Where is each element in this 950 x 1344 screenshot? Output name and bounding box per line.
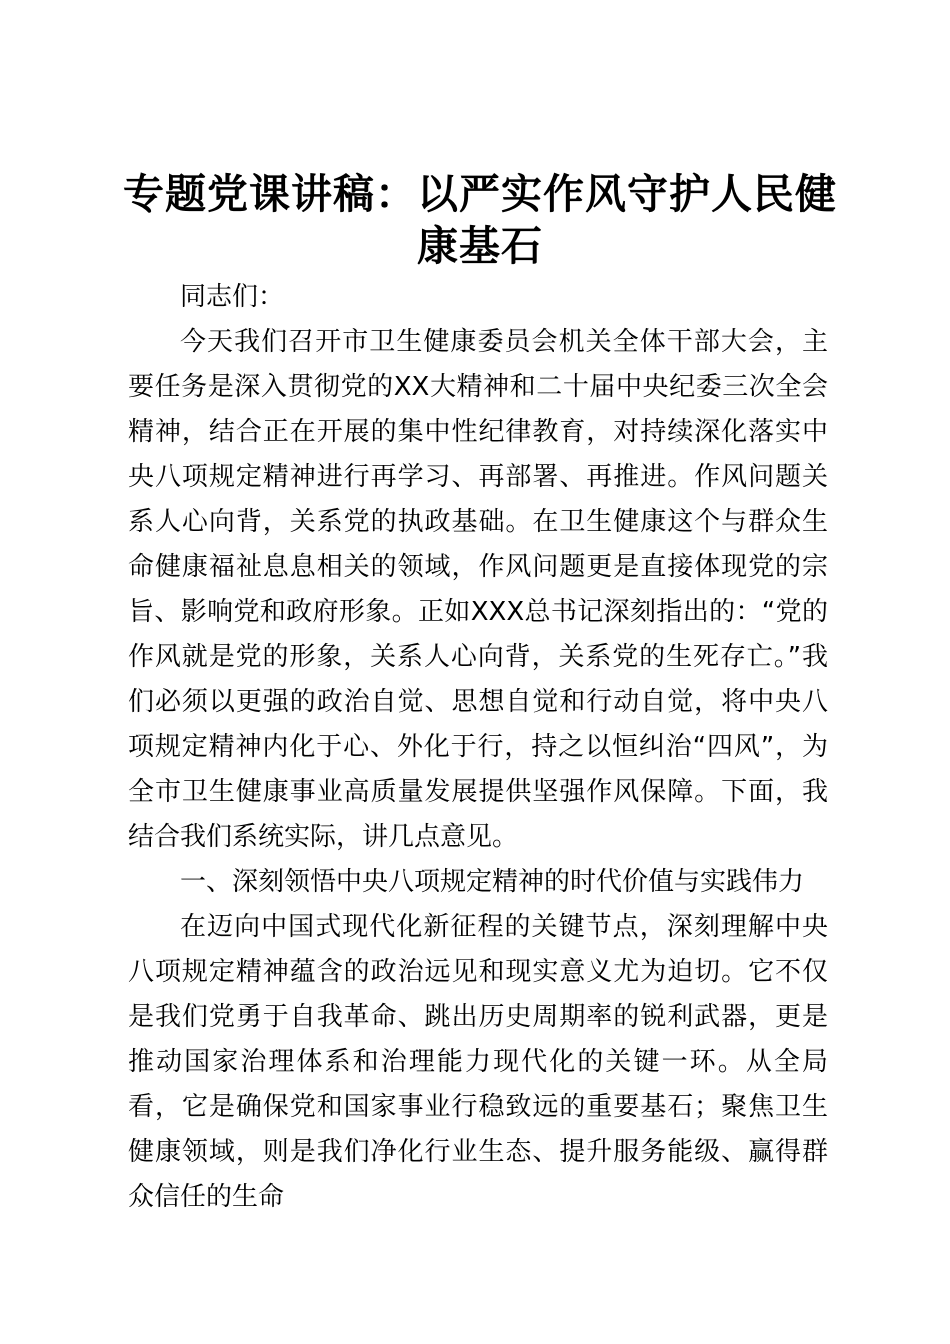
section-paragraph: 在迈向中国式现代化新征程的关键节点，深刻理解中央八项规定精神蕴含的政治远见和现实意义尤为迫切。它不仅是我们党勇于自我革命、跳出历史周期率的锐利武器，更是推动国家治理体系和治理能力现代化的关键一环。从全局看，它是确保党和国家事业行稳致远的重要基石；聚焦卫生健康领域，则是我们净化行业生态、提升服务能级、赢得群众信任的生命 [128,912,828,1212]
intro-paragraph: 今天我们召开市卫生健康委员会机关全体干部大会，主要任务是深入贯彻党的XX大精神和二十届中央纪委三次全会精神，结合正在开展的集中性纪律教育，对持续深化落实中央八项规定精神进行再学习、再部署、再推进。作风问题关系人心向背，关系党的执政基础。在卫生健康这个与群众生命健康福祉息息相关的领域，作风问题更是直接体现党的宗旨、影响党和政府形象。正如XXX总书记深刻指出的：“党的作风就是党的形象，关系人心向背，关系党的生死存亡。”我们必须以更强的政治自觉、思想自觉和行动自觉，将中央八项规定精神内化于心、外化于行，持之以恒纠治“四风”，为全市卫生健康事业高质量发展提供坚强作风保障。下面，我结合我们系统实际，讲几点意见。 [128,327,828,852]
salutation: 同志们： [180,282,285,312]
document-title: 专题党课讲稿：以严实作风守护人民健康基石 [123,170,837,270]
document-body [128,275,828,1220]
section-heading: 一、深刻领悟中央八项规定精神的时代价值与实践伟力 [180,867,805,897]
